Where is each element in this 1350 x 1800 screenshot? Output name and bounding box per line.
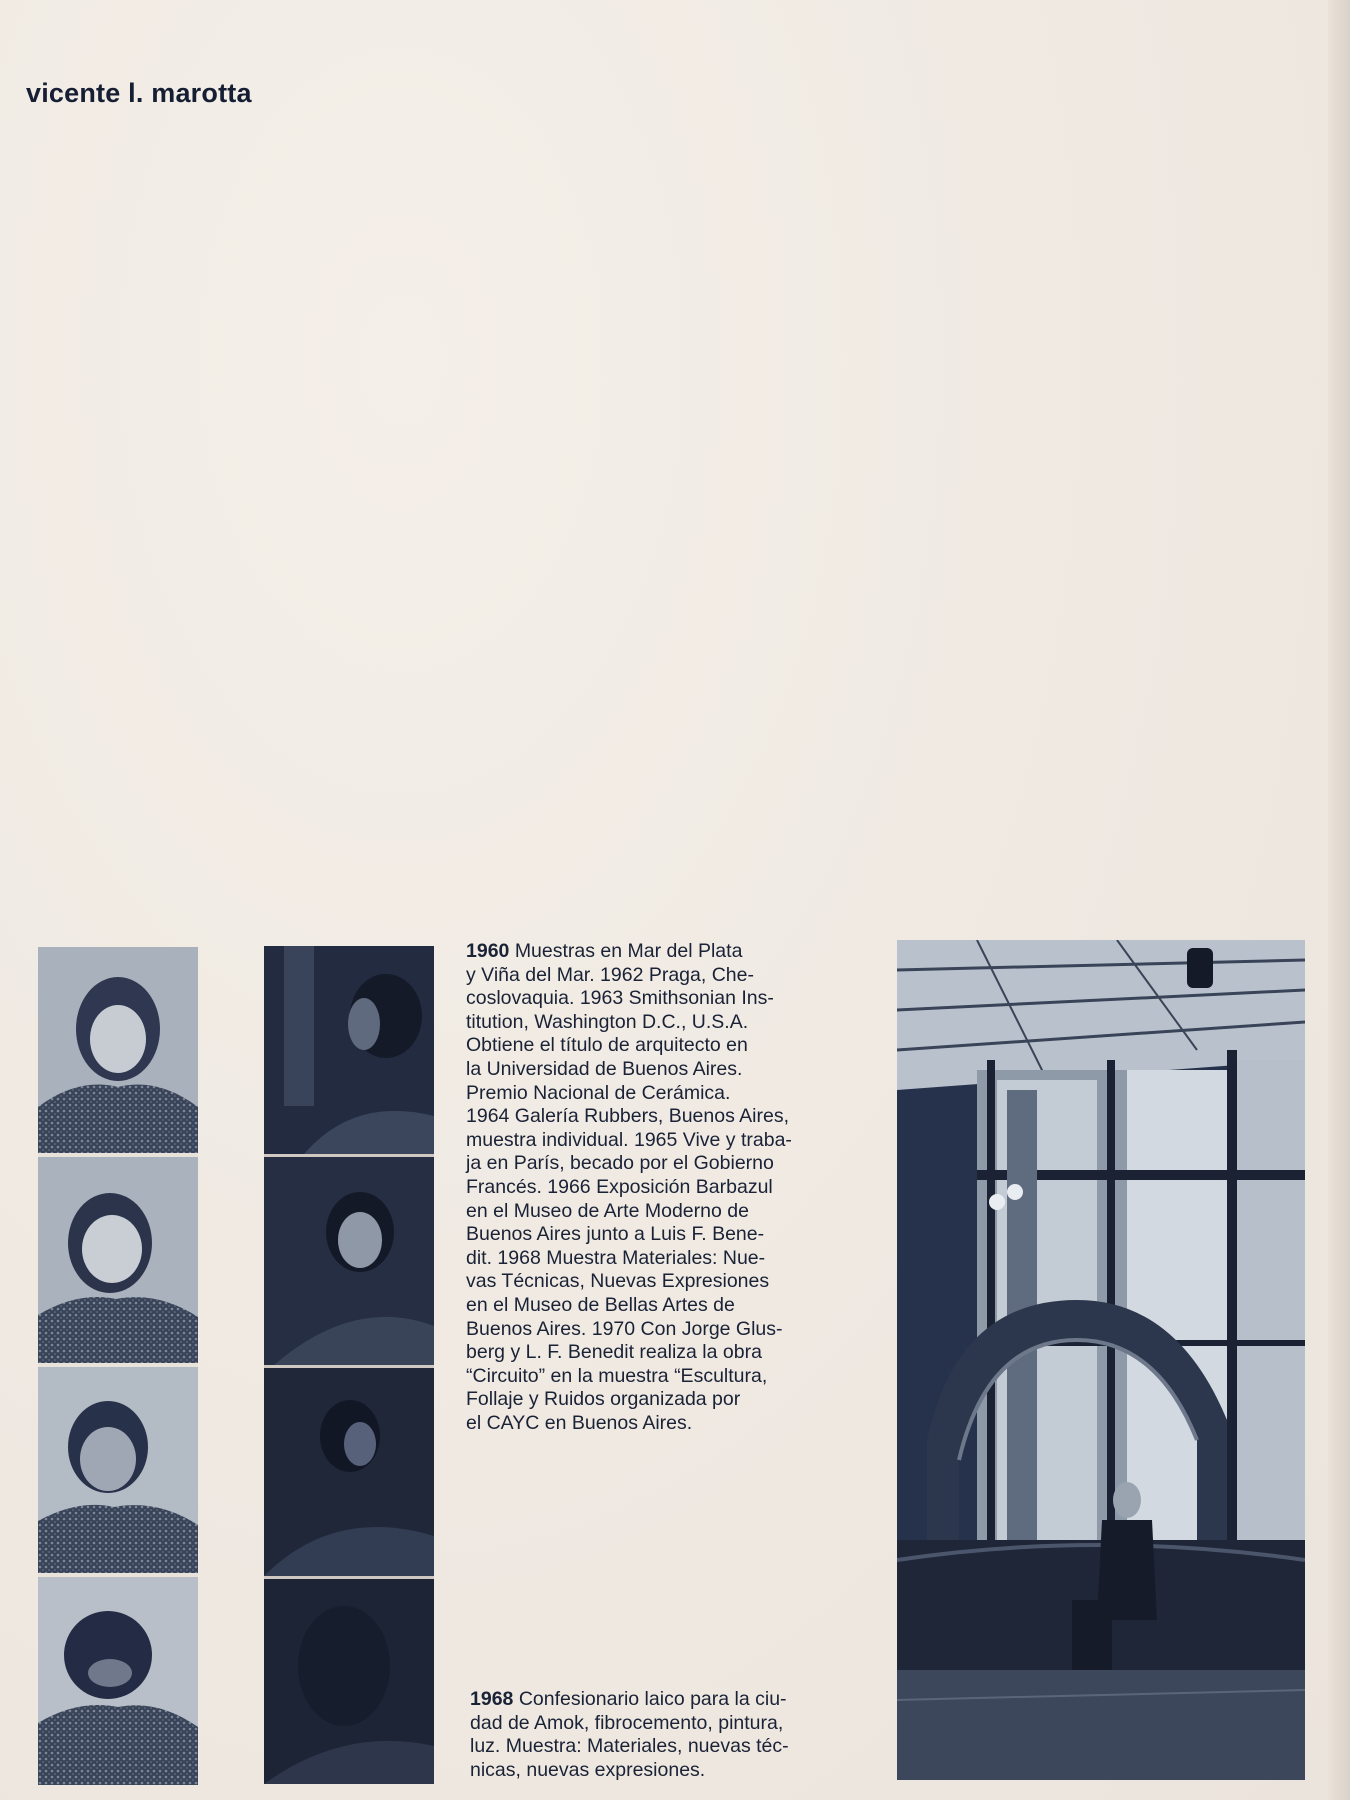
caption-line: nicas, nuevas expresiones. xyxy=(470,1758,706,1781)
spotlight-icon xyxy=(1187,948,1213,988)
bio-line: muestra individual. 1965 Vive y traba- xyxy=(466,1128,792,1151)
photo-caption xyxy=(470,1688,870,1782)
bio-line: la Universidad de Buenos Aires. xyxy=(466,1057,743,1080)
bio-line: Premio Nacional de Cerámica. xyxy=(466,1081,731,1104)
motion-frame-1 xyxy=(264,946,434,1154)
bio-line: Follaje y Ruidos organizada por xyxy=(466,1388,741,1411)
bio-line: ja en París, becado por el Gobierno xyxy=(466,1152,774,1175)
caption-line: dad de Amok, fibrocemento, pintura, xyxy=(470,1711,784,1734)
bio-line: el CAYC en Buenos Aires. xyxy=(466,1411,693,1434)
portrait-strip-left xyxy=(38,947,198,1785)
bio-line: 1960 Muestras en Mar del Plata xyxy=(466,940,743,962)
portrait-strip-motion xyxy=(264,946,434,1784)
author-name: vicente l. marotta xyxy=(26,78,252,108)
caption-line: 1968 Confesionario laico para la ciu- xyxy=(470,1688,787,1710)
motion-frame-2 xyxy=(264,1157,434,1365)
portrait-frame-2 xyxy=(38,1157,198,1363)
bio-line: dit. 1968 Muestra Materiales: Nue- xyxy=(466,1246,766,1269)
portrait-frame-4 xyxy=(38,1577,198,1785)
motion-frame-4 xyxy=(264,1579,434,1784)
bio-line: Buenos Aires. 1970 Con Jorge Glus- xyxy=(466,1317,783,1340)
bio-line: berg y L. F. Benedit realiza la obra xyxy=(466,1341,762,1364)
bio-line: coslovaquia. 1963 Smithsonian Ins- xyxy=(466,987,774,1010)
bio-line: Obtiene el título de arquitecto en xyxy=(466,1034,748,1057)
bio-line: titution, Washington D.C., U.S.A. xyxy=(466,1010,749,1033)
caption-line: luz. Muestra: Materiales, nuevas téc- xyxy=(470,1735,789,1758)
bio-line: y Viña del Mar. 1962 Praga, Che- xyxy=(466,963,754,986)
bio-line: en el Museo de Arte Moderno de xyxy=(466,1199,749,1222)
installation-photo xyxy=(897,940,1305,1780)
portrait-frame-1 xyxy=(38,947,198,1153)
portrait-frame-3 xyxy=(38,1367,198,1573)
bio-line: en el Museo de Bellas Artes de xyxy=(466,1293,735,1316)
bio-line: vas Técnicas, Nuevas Expresiones xyxy=(466,1270,770,1293)
bio-line: Buenos Aires junto a Luis F. Bene- xyxy=(466,1223,765,1246)
biography-text xyxy=(466,940,866,1435)
bio-line: Francés. 1966 Exposición Barbazul xyxy=(466,1175,773,1198)
bio-line: 1964 Galería Rubbers, Buenos Aires, xyxy=(466,1105,790,1128)
motion-frame-3 xyxy=(264,1368,434,1576)
bio-line: “Circuito” en la muestra “Escultura, xyxy=(466,1364,768,1387)
page-edge xyxy=(1328,0,1350,1800)
floor xyxy=(897,1670,1305,1780)
